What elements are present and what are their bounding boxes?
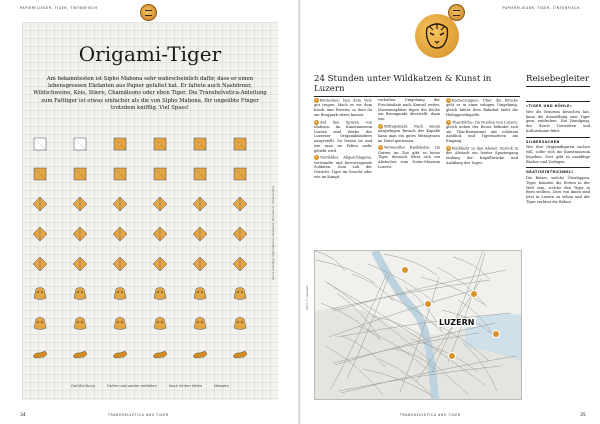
sidebar-box-text: Wer ihre Origamifiguren suchen will, sollte sich ins Kunstmuseum begeben. Dort gibt es unzählige Bücher und Vorlagen.: [526, 145, 590, 164]
map-pin-icon: [492, 330, 500, 338]
fold-step-diagram: [152, 346, 168, 362]
paragraph: 6 Katzenzoppen: Über die Brücke geht es in einer ruhigen Umgebung, gleich hinter dem Bahnhof steht die Heiliggeistkapelle.: [446, 98, 518, 117]
map-credit: Karte: © swisstopo: [306, 285, 309, 310]
fold-step-diagram: [152, 256, 168, 272]
fold-step-diagram: [72, 256, 88, 272]
fold-step-diagram: [232, 196, 248, 212]
fold-step-diagram: [192, 226, 208, 242]
map-marker-icon: 6: [447, 98, 450, 102]
fold-step-diagram: [232, 316, 248, 332]
sidebar-box-text: Die Reiser, welche Überlappen, Tiger, könnten die Ersten in der Welt sein, welche den Tiger in Bern stellten. Zwei von ihnen sind jetzt in Luzern zu sehen und der Tiger verlässt die Bühne.: [526, 176, 590, 204]
fold-step-diagram: [112, 286, 128, 302]
fold-step-diagram: [32, 346, 48, 362]
map-marker-icon: 3: [315, 155, 318, 160]
legend-item: Falten und wieder entfalten: [107, 384, 157, 388]
map-marker-icon: 8: [447, 145, 450, 150]
paragraph: 8 Rückkehr in den Abend: Zurück in der Altstadt ein letzter Spaziergang entlang der Kapellbrücke und Ausklang des Tages.: [446, 145, 518, 165]
map-pin-icon: [401, 266, 409, 274]
fold-step-diagram: [72, 346, 88, 362]
footer-left: TRANSHELVETICA #60 TIGER: [108, 413, 169, 417]
fold-step-diagram: [32, 226, 48, 242]
fold-step-diagram: [72, 226, 88, 242]
legend-item: Falt-Richtung: [71, 384, 96, 388]
article-column-3: [446, 98, 518, 167]
fold-step-diagram: [112, 136, 128, 152]
map-city-label: LUZERN: [439, 318, 475, 327]
fold-step-diagram: [192, 286, 208, 302]
fold-step-diagram: [232, 346, 248, 362]
fold-step-diagram: [112, 256, 128, 272]
fold-step-diagram: [192, 256, 208, 272]
map-street: [453, 257, 489, 279]
map-marker-icon: 2: [315, 119, 318, 124]
map-marker-icon: 5: [379, 145, 382, 150]
map-street: [316, 260, 375, 283]
fold-step-diagram: [152, 196, 168, 212]
fold-step-diagram: [192, 316, 208, 332]
fold-step-diagram: [192, 136, 208, 152]
paragraph: vorhalten Umgebung der Fruchtsalate nach Kennel weiter, Museumsplätze fügen die Küche ein Brennpunkt überstellt, dann wie.: [378, 98, 440, 121]
fold-legend: [50, 384, 250, 388]
legend-item: Nach hinten falten: [168, 384, 203, 388]
luzern-map: [314, 250, 522, 400]
sidebar-box-heading: «TIGER UND HÖHLE»: [526, 101, 590, 109]
fold-step-diagram: [72, 166, 88, 182]
map-marker-icon: 1: [315, 98, 318, 102]
fold-step-diagram: [152, 136, 168, 152]
sidebar-box-heading: GRATISEINTRICHBELI: [526, 167, 590, 175]
article-column-1: [314, 98, 372, 182]
fold-step-diagram: [112, 346, 128, 362]
paragraph: 4 Mittagsmahl: Nach einem ausgiebigen Besuch der Kapelle kann man ein gutes Mittagessen im Hotel geniessen.: [378, 123, 440, 143]
origami-intro: Am bekanntesten ist Sipho Mabona sehr wahrscheinlich dafür, dass er einen lebensgrossen Elefanten aus Papier gefaltet hat. Er faltete auch Nashörner, Wildschweine, Kois, Stiere, Chamäleons oder eben Tiger. Die Transhelvetica-Anleitung zum Falttiger ist etwas einfacher als die von Sipho Mabona, für ungeübte Finger trotzdem knifflig. Viel Spass!: [33, 76, 267, 111]
fold-step-diagram: [112, 316, 128, 332]
sidebar-box-heading: SILBERSACHEN: [526, 137, 590, 145]
paragraph: 1 Brotecken: bau dein Velo gut tragen. Mach es vor dem Kiosk, ums Fenster, so dass du am Bergpark sitzen kannst.: [314, 98, 372, 117]
fold-step-diagram: [232, 256, 248, 272]
map-pin-icon: [424, 300, 432, 308]
map-marker-icon: 7: [447, 119, 450, 124]
illustration-credit: Idee & Anleitung: Sipho Mabona, Illustration: Marc Rauch, transhelvetica: [272, 185, 275, 280]
running-head-left: PAPIERFLIEGER, TIGER, TINTENFISCH: [20, 6, 98, 10]
map-street: [384, 254, 437, 275]
fold-step-diagram: [72, 316, 88, 332]
legend-item: Wenden: [214, 384, 229, 388]
fold-step-diagram: [32, 286, 48, 302]
fold-step-diagram: [152, 226, 168, 242]
fold-step-diagram: [232, 136, 248, 152]
fold-step-diagram: [112, 196, 128, 212]
origami-title: Origami-Tiger: [78, 42, 222, 66]
fold-step-diagram: [32, 166, 48, 182]
sidebar-box-text: Wer als Museum besuchen hat, kann die Ausstellung zum Tiger gern entdecken. Ein Rundgang, der durch Tierwelten und Kulturräume führt.: [526, 109, 590, 133]
fold-step-diagram: [152, 166, 168, 182]
fold-step-diagram: [232, 226, 248, 242]
fold-step-diagram: [152, 286, 168, 302]
paragraph: 2 Auf den Spuren von Mabona: Im Kunstmuseum Luzern sind Werke des Luzerner Origamikünstlers ausgestellt. Zu lernen ist und wie man im Falten mehr geliebt wird.: [314, 119, 372, 153]
running-head-right: PAPIERFLIEGER, TIGER, TINTENFISCH: [502, 6, 580, 10]
paragraph: 5 Verwandter Raubkatze: Im Garten im Zoo gibt es keine Tiger, dennoch lohnt sich ein Abstecher zum Natur-Museum Luzern.: [378, 145, 440, 169]
article-title: 24 Stunden unter Wildkatzen & Kunst in Luzern: [314, 74, 520, 97]
map-street: [315, 251, 345, 271]
fold-step-diagram: [232, 286, 248, 302]
paragraph: 7 Thai-Küche: Im Norden von Luzern, gleich neben der Reuss befindet sich ein Thai-Restaurant mit schönem Ausblick und Tigermotiven am Eingang.: [446, 119, 518, 143]
tiger-face-icon: [415, 14, 459, 58]
fold-step-diagram: [192, 166, 208, 182]
map-marker-icon: 4: [379, 123, 382, 128]
fold-step-diagram: [232, 166, 248, 182]
fold-step-diagram: [112, 226, 128, 242]
fold-step-diagram: [72, 196, 88, 212]
fold-step-diagram: [32, 196, 48, 212]
map-pin-icon: [448, 352, 456, 360]
article-column-2: [378, 98, 440, 172]
tiger-badge-icon: [140, 4, 157, 21]
fold-step-diagram: [112, 166, 128, 182]
fold-step-diagram: [32, 316, 48, 332]
sidebar-column: [526, 98, 590, 207]
fold-step-diagram: [152, 316, 168, 332]
fold-step-diagram: [72, 136, 88, 152]
fold-step-diagram: [192, 196, 208, 212]
fold-step-diagram: [192, 346, 208, 362]
folio-right: 35: [580, 413, 586, 418]
fold-step-diagram: [72, 286, 88, 302]
footer-right: TRANSHELVETICA #60 TIGER: [400, 413, 461, 417]
fold-step-diagram: [32, 256, 48, 272]
fold-step-diagram: [32, 136, 48, 152]
map-pin-icon: [470, 290, 478, 298]
paragraph: 3 Vierfelder: Abgeschlagene, verwandte und hervorragende Soldaten. Zum Lob der Ostsicht. Tiger im Gesicht oder wie im Kampf.: [314, 155, 372, 179]
sidebar-title: Reisebegleiter: [526, 74, 590, 87]
folio-left: 34: [20, 413, 26, 418]
